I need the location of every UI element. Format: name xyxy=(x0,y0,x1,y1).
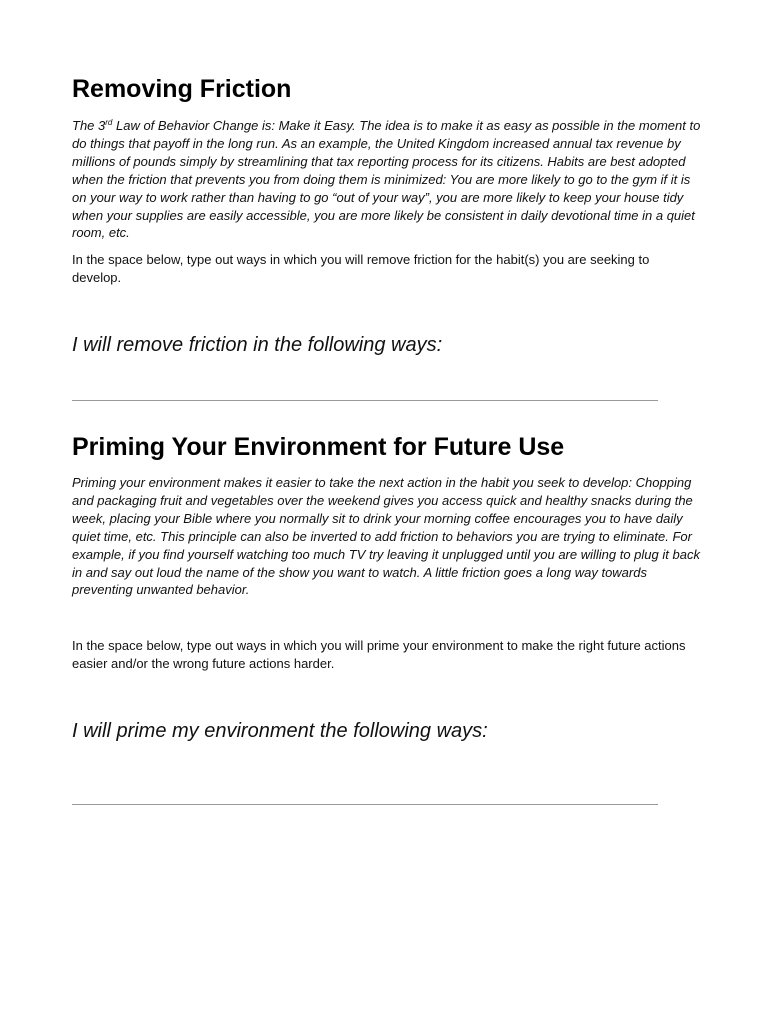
removing-friction-instruction: In the space below, type out ways in which you will remove friction for the habit(s) you are seeking to develop. xyxy=(72,252,650,285)
priming-environment-intro: Priming your environment makes it easier to take the next action in the habit you seek to develop: Chopping and packaging fruit and vegetables over the weekend gives you access quick and healthy snacks during the week, placing your Bible where you normally sit to drink your morning coffee encourages you to have daily quiet time, etc. This principle can also be inverted to add friction to behaviors you are trying to eliminate. For example, if you find yourself watching too much TV try leaving it unplugged until you are willing to plug it back in and say out loud the name of the show you want to watch. A little friction goes a long way towards preventing unwanted behavior. xyxy=(72,475,700,598)
priming-environment-instruction: In the space below, type out ways in which you will prime your environment to make the right future actions easier and/or the wrong future actions harder. xyxy=(72,638,686,671)
priming-environment-answer-line[interactable] xyxy=(72,804,658,805)
removing-friction-intro xyxy=(72,117,702,242)
section-title-priming-environment: Priming Your Environment for Future Use xyxy=(72,433,565,461)
priming-environment-prompt: I will prime my environment the following ways: xyxy=(72,720,488,742)
removing-friction-answer-line[interactable] xyxy=(72,400,658,401)
removing-friction-prompt: I will remove friction in the following ways: xyxy=(72,334,443,356)
ordinal-suffix: rd xyxy=(105,118,113,127)
section-title-removing-friction: Removing Friction xyxy=(72,75,292,103)
intro-text-start: The 3 xyxy=(72,118,106,133)
intro-text-rest: Law of Behavior Change is: Make it Easy. The idea is to make it as easy as possible in the moment to do things that payoff in the long run. As an example, the United Kingdom increased annual tax revenue by millions of pounds simply by streamlining that tax reporting process for its citizens. Habits are best adopted when the friction that prevents you from doing them is minimized: You are more likely to go to the gym if it is on your way to work rather than having to go “out of your way”, you are more likely to keep your house tidy when your supplies are easily accessible, you are more likely be consistent in daily devotional time in a quiet room, etc. xyxy=(72,118,701,241)
